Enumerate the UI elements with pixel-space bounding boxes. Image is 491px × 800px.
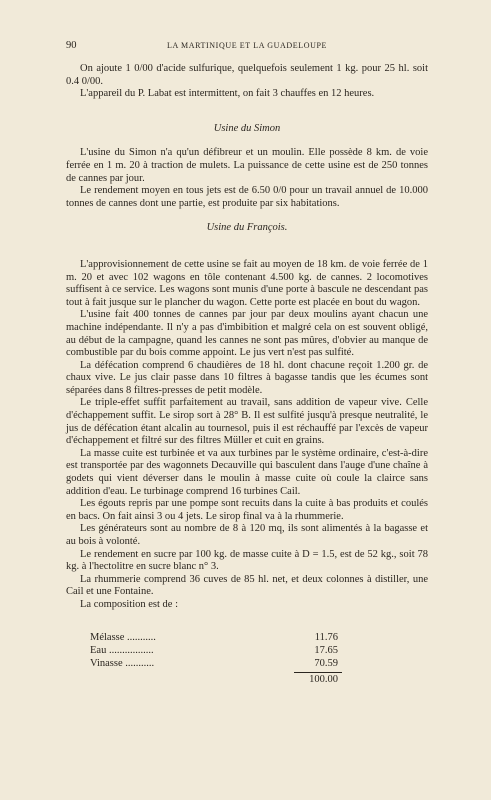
page-number: 90 [66,40,77,51]
composition-row [66,658,428,671]
composition-row [66,632,428,645]
paragraph: La composition est de : [80,598,178,610]
sum-rule [294,672,342,673]
composition-value: 11.76 [314,631,338,643]
running-header [66,40,428,54]
paragraph: La défécation comprend 6 chaudières de 18 hl. dont chacune reçoit 1.200 gr. de chaux vive. Le jus clair passe dans 10 filtres à bagasse tandis que les écumes sont séparées dans 8 filtres-presses de petit modèle. [66,359,428,396]
composition-total: 100.00 [309,673,338,685]
composition-value: 17.65 [314,644,338,656]
composition-value: 70.59 [314,657,338,669]
paragraph: On ajoute 1 0/00 d'acide sulfurique, quelquefois seulement 1 kg. pour 25 hl. soit 0.4 0/00. [66,63,428,87]
running-title: LA MARTINIQUE ET LA GUADELOUPE [166,41,328,50]
paragraph: La rhummerie comprend 36 cuves de 85 hl. net, et deux colonnes à distiller, une Cail et une Fontaine. [66,573,428,598]
paragraph: La masse cuite est turbinée et va aux turbines par le système ordinaire, c'est-à-dire est transportée par des wagonnets Decauville qui basculent dans l'auge d'une chaîne à godets qui vient déverser dans le moulin à masse cuite où coule la clairce sans addition d'eau. Le turbinage comprend 16 turbines Cail. [66,447,428,497]
paragraph: Le rendement moyen en tous jets est de 6.50 0/0 pour un travail annuel de 10.000 tonnes de cannes dont une partie, est produite par six habitations. [66,185,428,209]
paragraph: Le rendement en sucre par 100 kg. de masse cuite à D = 1.5, est de 52 kg., soit 78 kg. à l'hectolitre en sucre blanc n° 3. [66,548,428,573]
composition-label: Mélasse ........... [90,631,156,643]
paragraph: L'appareil du P. Labat est intermittent, on fait 3 chauffes en 12 heures. [80,88,375,100]
composition-table [66,618,428,688]
composition-label: Vinasse ........... [90,657,155,669]
section-heading-francois: Usine du François. [206,222,288,234]
paragraph: L'approvisionnement de cette usine se fait au moyen de 18 km. de voie ferrée de 1 m. 20 et avec 102 wagons en tôle contenant 4.500 kg. de cannes. 2 locomotives suffisent à ce service. Les wagons sont munis d'une porte à bascule ne descendant pas tout à fait jusque sur le plancher du wagon. Cette porte est placée en bout du wagon. [66,258,428,308]
section-heading-simon: Usine du Simon [213,122,281,134]
paragraph: L'usine fait 400 tonnes de cannes par jour par deux moulins ayant chacun une machine indépendante. Il n'y a pas d'imbibition et malgré cela on est souvent obligé, au début de la campagne, quand les cannes ne sont pas mûres, d'obvier au manque de combustible par du bois comme appoint. Le jus vert n'est pas sulfité. [66,309,428,359]
paragraph: L'usine du Simon n'a qu'un défibreur et un moulin. Elle possède 8 km. de voie ferrée en 1 m. 20 à traction de mulets. La puissance de cette usine est de 250 tonnes de cannes par jour. [66,147,428,184]
paragraph: Les générateurs sont au nombre de 8 à 120 mq, ils sont alimentés à la bagasse et au bois à volonté. [66,523,428,547]
composition-label: Eau ................. [90,644,154,656]
paragraph: Le triple-effet suffit parfaitement au travail, sans addition de vapeur vive. Celle d'échappement suffit. Le sirop sort à 28° B. Il est sulfité jusqu'à presque neutralité, le jus de défécation étant alcalin au tournesol, puis il est réchauffé par l'excès de vapeur d'échappement et filtré sur des filtres Müller et cuit en grains. [66,397,428,447]
composition-row [66,645,428,658]
page-body [66,63,428,688]
paragraph: Les égouts repris par une pompe sont recuits dans la cuite à bas produits et coulés en bacs. On fait ainsi 3 ou 4 jets. Le sirop final va à la rhummerie. [66,498,428,522]
